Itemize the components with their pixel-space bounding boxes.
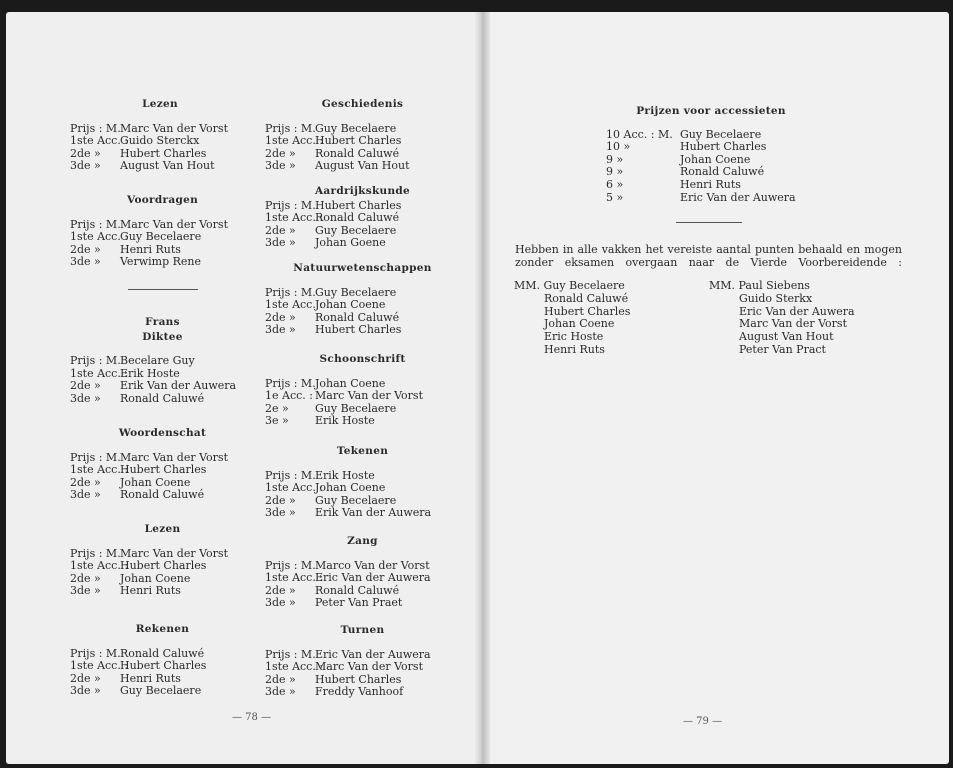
- result-row: Prijs : M. Erik Hoste: [265, 468, 375, 482]
- section-title: Aardrijkskunde: [314, 185, 411, 197]
- section-title: Lezen: [144, 523, 181, 535]
- result-row: 1ste Acc. : Johan Coene: [265, 298, 386, 312]
- promoted-list-right: [709, 280, 855, 357]
- result-row: 1ste Acc. : Guido Sterckx: [70, 134, 200, 148]
- result-row: 1ste Acc. : Hubert Charles: [70, 659, 207, 673]
- result-row: Prijs : M. Johan Coene: [265, 376, 386, 390]
- section-title: Voordragen: [126, 194, 199, 206]
- result-row: 1ste Acc. : Johan Coene: [265, 481, 386, 495]
- section-voordragen: [70, 194, 255, 269]
- section-lezen-2: [70, 523, 255, 598]
- result-row: 1ste Acc. : Hubert Charles: [265, 134, 402, 148]
- result-row: Prijs : M. Marc Van der Vorst: [70, 450, 228, 464]
- section-tekenen: [265, 445, 460, 520]
- result-row: 2de » Erik Van der Auwera: [70, 379, 237, 393]
- section-zang: [265, 535, 460, 610]
- list-item: MM. Paul Siebens: [709, 279, 810, 292]
- result-row: Prijs : M. Hubert Charles: [265, 198, 402, 212]
- result-row: 2e » Guy Becelaere: [265, 401, 397, 415]
- result-row: 9 » Johan Coene: [606, 152, 751, 166]
- page-number-left: — 78 —: [232, 712, 272, 723]
- result-row: 3de » August Van Hout: [70, 159, 215, 173]
- section-subtitle: Diktee: [142, 330, 183, 343]
- list-item: MM. Guy Becelaere: [514, 279, 625, 292]
- result-row: 1ste Acc. : Marc Van der Vorst: [265, 660, 423, 674]
- result-row: 3de » Ronald Caluwé: [70, 488, 205, 502]
- result-row: 2de » Johan Coene: [70, 571, 191, 585]
- result-row: Prijs : M. Ronald Caluwé: [70, 646, 205, 660]
- list-item: Marc Van der Vorst: [739, 317, 847, 331]
- list-item: August Van Hout: [739, 330, 834, 344]
- section-accessieten: [606, 105, 816, 204]
- result-row: 3de » Johan Goene: [265, 236, 386, 250]
- result-row: 3de » August Van Hout: [265, 159, 410, 173]
- promotion-paragraph: Hebben in alle vakken het vereiste aantal punten behaald en mogen zonder eksamen overgaan naar de Vierde Voorbereidende :: [515, 243, 902, 269]
- result-row: 5 » Eric Van der Auwera: [606, 190, 796, 204]
- result-row: 2de » Hubert Charles: [70, 146, 207, 160]
- result-row: 2de » Henri Ruts: [70, 671, 181, 685]
- result-row: 2de » Ronald Caluwé: [265, 583, 400, 597]
- section-title: Geschiedenis: [321, 98, 404, 110]
- result-row: 1ste Acc. : Hubert Charles: [70, 559, 207, 573]
- section-schoonschrift: [265, 353, 460, 428]
- result-row: 2de » Ronald Caluwé: [265, 146, 400, 160]
- section-turnen: [265, 624, 460, 699]
- result-row: Prijs : M. Marc Van der Vorst: [70, 546, 228, 560]
- result-row: 9 » Ronald Caluwé: [606, 165, 765, 179]
- result-row: 1ste Acc. : Hubert Charles: [70, 463, 207, 477]
- result-row: 2de » Henri Ruts: [70, 242, 181, 256]
- result-row: 6 » Henri Ruts: [606, 177, 741, 191]
- section-frans-diktee: [70, 316, 255, 406]
- section-title: Tekenen: [336, 445, 389, 457]
- result-row: 3de » Guy Becelaere: [70, 684, 202, 698]
- section-title: Turnen: [340, 624, 385, 636]
- result-row: Prijs : M. Marco Van der Vorst: [265, 558, 430, 572]
- result-row: 3de » Ronald Caluwé: [70, 391, 205, 405]
- section-natuurwetenschappen: [265, 262, 460, 337]
- result-row: 1e Acc. : Marc Van der Vorst: [265, 389, 423, 403]
- result-row: 3de » Verwimp Rene: [70, 255, 201, 269]
- result-row: 10 » Hubert Charles: [606, 140, 767, 154]
- list-item: Eric Van der Auwera: [739, 304, 855, 318]
- result-row: Prijs : M. Marc Van der Vorst: [70, 217, 228, 231]
- page-number-right: — 79 —: [683, 716, 723, 727]
- section-aardrijkskunde: [265, 185, 460, 250]
- result-row: 1ste Acc. : Guy Becelaere: [70, 230, 202, 244]
- list-item: Ronald Caluwé: [544, 291, 629, 305]
- list-item: Guido Sterkx: [739, 291, 813, 305]
- result-row: 2de » Ronald Caluwé: [265, 310, 400, 324]
- result-row: 2de » Guy Becelaere: [265, 493, 397, 507]
- section-woordenschat: [70, 427, 255, 502]
- result-row: 3e » Erik Hoste: [265, 414, 375, 428]
- result-row: 2de » Johan Coene: [70, 475, 191, 489]
- result-row: 3de » Hubert Charles: [265, 323, 402, 337]
- result-row: 3de » Peter Van Praet: [265, 596, 403, 610]
- result-row: 1ste Acc. : Ronald Caluwé: [265, 211, 400, 225]
- book-gutter: [474, 12, 490, 764]
- section-title: Lezen: [142, 98, 178, 110]
- result-row: 3de » Erik Van der Auwera: [265, 506, 432, 520]
- list-item: Hubert Charles: [544, 304, 631, 318]
- result-row: 3de » Freddy Vanhoof: [265, 685, 404, 699]
- section-title: Frans: [145, 316, 180, 328]
- divider: [128, 289, 198, 290]
- result-row: 2de » Hubert Charles: [265, 672, 402, 686]
- result-row: 3de » Henri Ruts: [70, 584, 181, 598]
- result-row: 1ste Acc. : Eric Van der Auwera: [265, 571, 431, 585]
- promoted-list-left: [514, 280, 630, 357]
- section-title: Zang: [347, 535, 378, 547]
- result-row: Prijs : M. Becelare Guy: [70, 354, 195, 368]
- section-rekenen: [70, 623, 255, 698]
- result-row: 2de » Guy Becelaere: [265, 223, 397, 237]
- result-row: Prijs : M. Eric Van der Auwera: [265, 647, 431, 661]
- result-row: 1ste Acc. : Erik Hoste: [70, 366, 180, 380]
- list-item: Henri Ruts: [544, 342, 605, 356]
- section-title: Prijzen voor accessieten: [636, 105, 786, 117]
- result-row: Prijs : M. Guy Becelaere: [265, 121, 397, 135]
- section-title: Natuurwetenschappen: [293, 262, 432, 274]
- section-lezen-1: [70, 98, 250, 173]
- section-title: Rekenen: [135, 623, 190, 635]
- divider: [676, 222, 742, 223]
- list-item: Johan Coene: [544, 317, 615, 331]
- list-item: Peter Van Pract: [739, 342, 826, 356]
- result-row: 10 Acc. : M. Guy Becelaere: [606, 127, 762, 141]
- section-title: Woordenschat: [118, 427, 207, 439]
- result-row: Prijs : M. Guy Becelaere: [265, 285, 397, 299]
- result-row: Prijs : M. Marc Van der Vorst: [70, 121, 228, 135]
- section-title: Schoonschrift: [319, 353, 406, 365]
- list-item: Eric Hoste: [544, 330, 604, 344]
- section-geschiedenis: [265, 98, 460, 173]
